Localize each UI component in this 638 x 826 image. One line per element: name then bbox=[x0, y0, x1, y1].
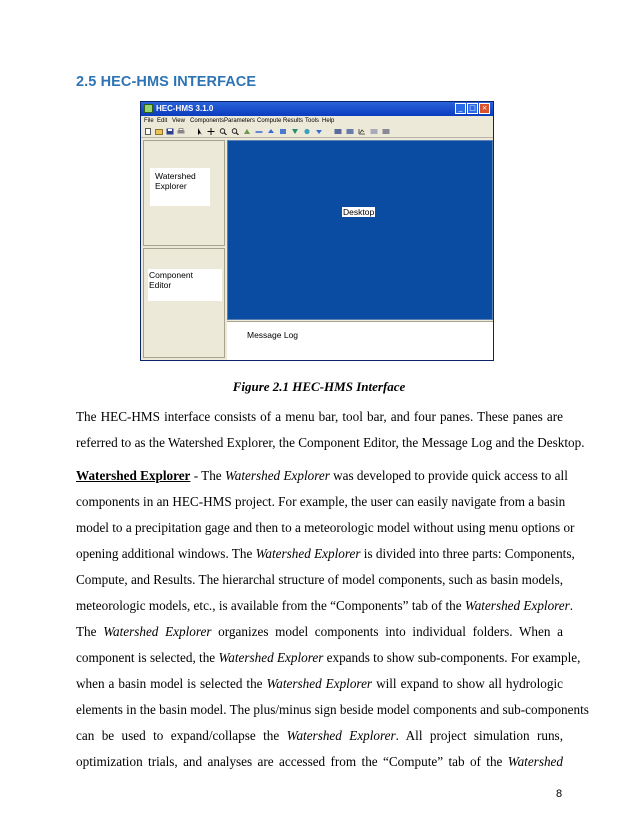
results-summary-icon bbox=[382, 128, 390, 135]
section-heading: 2.5 HEC-HMS INTERFACE bbox=[76, 74, 257, 90]
italic-term: Watershed Explorer bbox=[464, 598, 570, 613]
close-icon: × bbox=[479, 103, 490, 114]
figure-caption: Figure 2.1 HEC-HMS Interface bbox=[232, 379, 406, 394]
body-line-9 bbox=[76, 671, 563, 697]
menu-tools: Tools bbox=[305, 118, 320, 124]
menu-compute: Compute bbox=[257, 118, 282, 124]
results-table-icon bbox=[370, 128, 378, 135]
term-watershed-explorer: Watershed Explorer bbox=[76, 468, 191, 483]
watershed-explorer-label: Watershed Explorer bbox=[155, 171, 196, 191]
compute-run-icon bbox=[334, 128, 342, 135]
body-text: meteorologic models, etc., is available from the “Components” tab of the bbox=[76, 598, 465, 613]
junction-tool-icon bbox=[279, 128, 287, 135]
body-text: - The bbox=[190, 468, 225, 483]
menu-view: View bbox=[172, 118, 185, 124]
body-line-4 bbox=[76, 541, 575, 567]
tool-bar bbox=[141, 126, 493, 138]
menu-help: Help bbox=[322, 118, 335, 124]
hec-hms-window-figure bbox=[140, 101, 494, 361]
sink-tool-icon bbox=[315, 128, 323, 135]
compute-all-icon bbox=[346, 128, 354, 135]
body-line-11 bbox=[76, 723, 563, 749]
message-log-label: Message Log bbox=[247, 330, 299, 340]
italic-term: Watershed Explorer bbox=[286, 728, 396, 743]
menu-edit: Edit bbox=[157, 118, 168, 124]
save-icon bbox=[166, 128, 174, 135]
intro-line-1: The HEC-HMS interface consists of a menu bar, tool bar, and four panes. These panes are bbox=[76, 409, 563, 424]
menu-bar bbox=[141, 116, 493, 126]
body-line-2: components in an HEC-HMS project. For example, the user can easily navigate from a basin bbox=[76, 494, 566, 509]
body-text: organizes model components into individual folders. When a bbox=[211, 624, 564, 639]
component-editor-pane bbox=[143, 248, 225, 358]
body-text: can be used to expand/collapse the bbox=[76, 728, 287, 743]
intro-paragraph bbox=[76, 404, 585, 456]
minimize-icon: _ bbox=[455, 103, 466, 114]
body-text: . All project simulation runs, bbox=[395, 728, 563, 743]
window-title: HEC-HMS 3.1.0 bbox=[156, 104, 214, 113]
app-icon bbox=[144, 104, 153, 113]
menu-parameters: Parameters bbox=[224, 118, 256, 124]
italic-term: Watershed Explorer bbox=[266, 676, 373, 691]
body-line-1 bbox=[76, 463, 568, 489]
italic-term: Watershed Explorer bbox=[218, 650, 324, 665]
print-icon bbox=[177, 128, 185, 135]
desktop-label: Desktop bbox=[343, 207, 375, 217]
desktop-pane bbox=[227, 140, 493, 320]
body-line-7 bbox=[76, 619, 563, 645]
body-text: component is selected, the bbox=[76, 650, 219, 665]
body-text: when a basin model is selected the bbox=[76, 676, 267, 691]
body-text: The bbox=[76, 624, 104, 639]
window-titlebar bbox=[141, 102, 493, 116]
body-line-5: Compute, and Results. The hierarchal structure of model components, such as basin models, bbox=[76, 572, 563, 587]
body-text: expands to show sub-components. For example, bbox=[323, 650, 581, 665]
menu-components: Components bbox=[190, 118, 225, 124]
new-file-icon bbox=[144, 128, 152, 135]
body-line-8 bbox=[76, 645, 581, 671]
italic-term: Watershed bbox=[507, 754, 563, 769]
open-folder-icon bbox=[155, 128, 163, 135]
reservoir-tool-icon bbox=[267, 128, 275, 135]
intro-line-2: referred to as the Watershed Explorer, the Component Editor, the Message Log and the Desktop. bbox=[76, 435, 585, 450]
results-graph-icon bbox=[358, 128, 366, 135]
body-text: optimization trials, and analyses are accessed from the “Compute” tab of the bbox=[76, 754, 508, 769]
watershed-explorer-pane bbox=[143, 140, 225, 246]
body-text: is divided into three parts: Components, bbox=[360, 546, 575, 561]
maximize-icon: □ bbox=[467, 103, 478, 114]
subbasin-tool-icon bbox=[243, 128, 251, 135]
arrow-tool-icon bbox=[196, 128, 204, 135]
zoom-in-icon bbox=[219, 128, 227, 135]
body-line-12 bbox=[76, 749, 563, 775]
body-text: will expand to show all hydrologic bbox=[372, 676, 564, 691]
body-line-6 bbox=[76, 593, 574, 619]
source-tool-icon bbox=[303, 128, 311, 135]
body-line-10: elements in the basin model. The plus/minus sign beside model components and sub-components bbox=[76, 702, 589, 717]
body-text: opening additional windows. The bbox=[76, 546, 256, 561]
diversion-tool-icon bbox=[291, 128, 299, 135]
body-line-3: model to a precipitation gage and then to a meteorologic model without using menu options or bbox=[76, 520, 575, 535]
watershed-explorer-paragraph bbox=[76, 463, 589, 775]
message-log-pane bbox=[227, 321, 493, 360]
page-number: 8 bbox=[556, 788, 563, 800]
reach-tool-icon bbox=[255, 128, 263, 135]
body-text: was developed to provide quick access to all bbox=[329, 468, 568, 483]
pan-tool-icon bbox=[207, 128, 215, 135]
menu-file: File bbox=[144, 118, 154, 124]
menu-results: Results bbox=[283, 118, 304, 124]
component-editor-label: Component Editor bbox=[149, 270, 193, 290]
italic-term: Watershed Explorer bbox=[255, 546, 361, 561]
body-text: . bbox=[569, 598, 574, 613]
zoom-out-icon bbox=[231, 128, 239, 135]
italic-term: Watershed Explorer bbox=[103, 624, 212, 639]
italic-term: Watershed Explorer bbox=[224, 468, 330, 483]
